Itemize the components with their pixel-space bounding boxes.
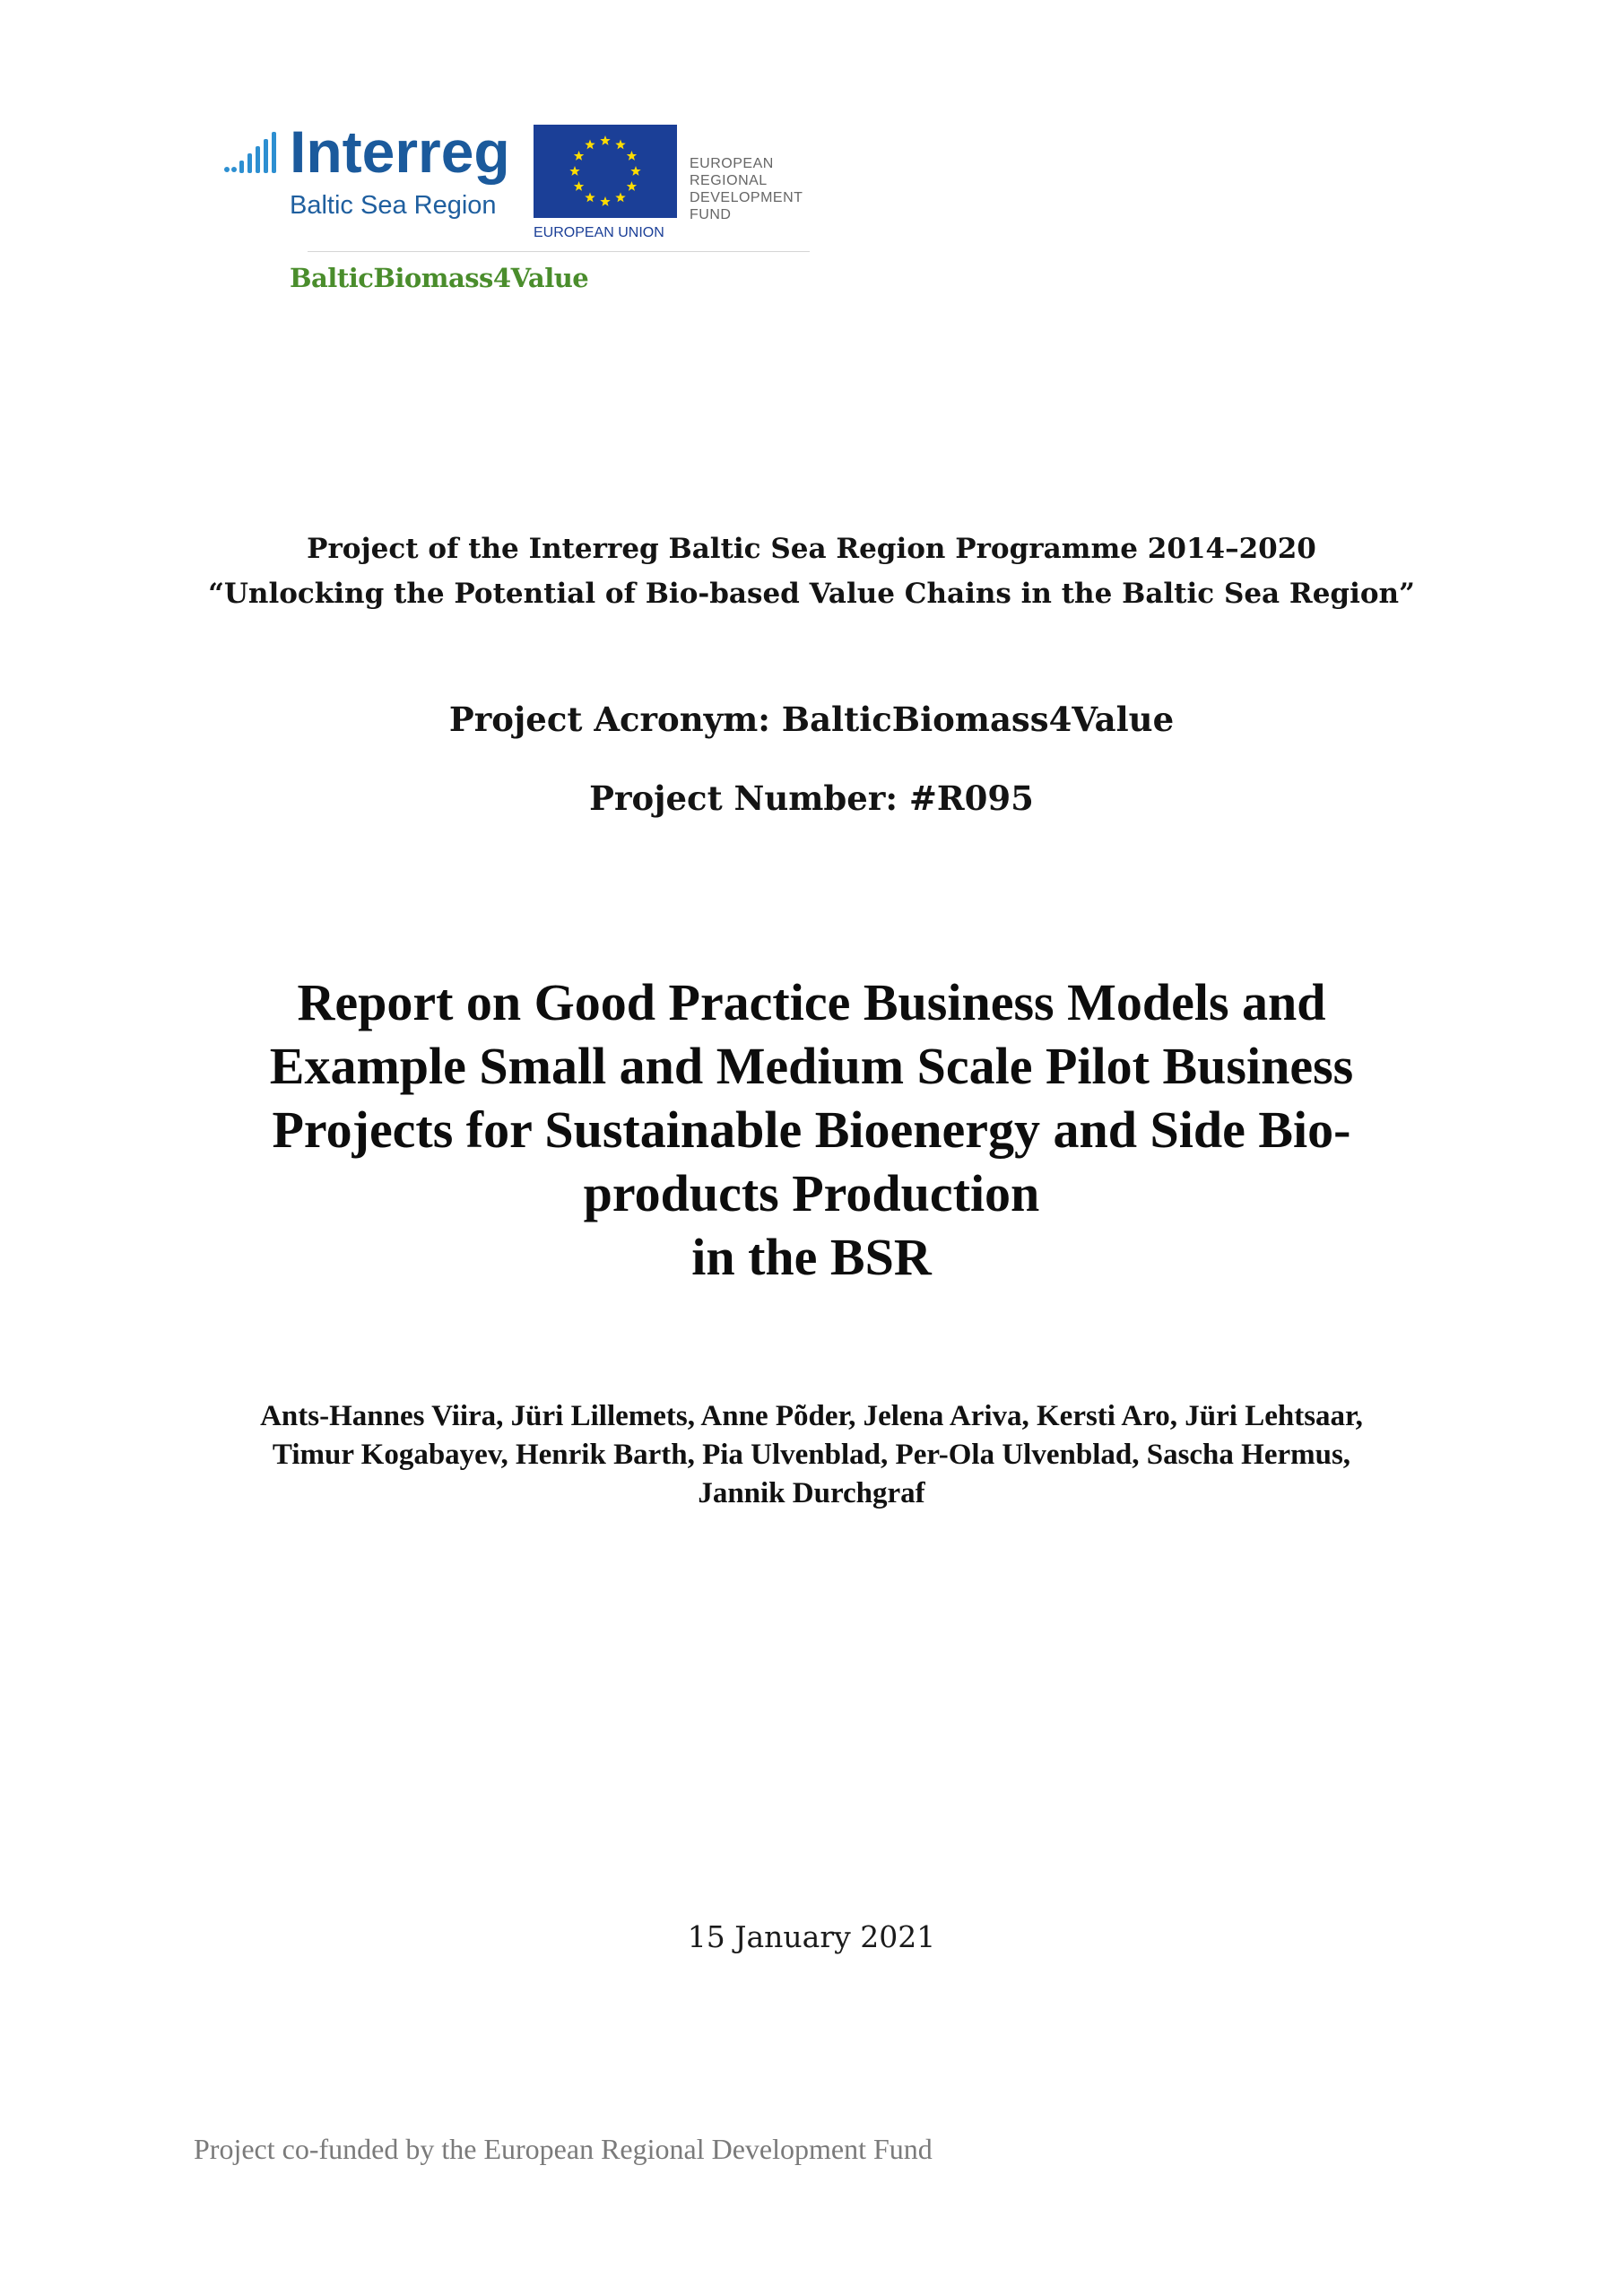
signal-bars-icon (224, 130, 287, 184)
eu-star-icon (574, 181, 584, 191)
author-line: Jannik Durchgraf (698, 1477, 925, 1509)
project-logo-text: BalticBiomass4Value (290, 263, 589, 293)
erdf-label: EUROPEAN REGIONAL DEVELOPMENT FUND (690, 156, 803, 222)
eu-star-icon (615, 140, 625, 150)
interreg-wordmark: Interreg (290, 118, 510, 185)
eu-flag-icon (534, 125, 677, 218)
eu-star-icon (600, 196, 610, 206)
programme-subtitle: “Unlocking the Potential of Bio-based Value Chains in the Baltic Sea Region” (208, 578, 1415, 610)
report-title-line: Projects for Sustainable Bioenergy and Side Bio- (272, 1100, 1351, 1159)
eu-star-icon (585, 192, 595, 202)
report-date: 15 January 2021 (687, 1919, 936, 1954)
eu-star-icon (615, 192, 625, 202)
author-list (143, 1397, 1480, 1513)
eu-star-icon (569, 166, 579, 176)
logo-block (220, 118, 812, 300)
eu-star-icon (627, 151, 637, 161)
project-acronym: Project Acronym: BalticBiomass4Value (448, 700, 1175, 739)
funding-footer-note: Project co-funded by the European Regional Development Fund (194, 2133, 933, 2165)
logo-divider (308, 251, 810, 252)
author-line: Ants-Hannes Viira, Jüri Lillemets, Anne Põder, Jelena Ariva, Kersti Aro, Jüri Lehtsaar, (260, 1400, 1363, 1432)
eu-star-icon (574, 151, 584, 161)
report-title-line: in the BSR (691, 1228, 932, 1286)
eu-star-icon (585, 140, 595, 150)
report-title-line: Example Small and Medium Scale Pilot Business (269, 1037, 1354, 1095)
eu-union-label: EUROPEAN UNION (534, 225, 664, 240)
report-title-line: products Production (583, 1164, 1040, 1222)
programme-line: Project of the Interreg Baltic Sea Region Programme 2014–2020 (307, 533, 1316, 565)
interreg-region-label: Baltic Sea Region (290, 191, 497, 220)
report-title-line: Report on Good Practice Business Models and (297, 973, 1326, 1031)
project-number: Project Number: #R095 (589, 778, 1034, 818)
eu-star-icon (630, 166, 640, 176)
interreg-logo (220, 118, 525, 233)
author-line: Timur Kogabayev, Henrik Barth, Pia Ulvenblad, Per-Ola Ulvenblad, Sascha Hermus, (272, 1439, 1351, 1471)
eu-star-icon (627, 181, 637, 191)
report-title (126, 970, 1497, 1289)
eu-star-icon (600, 135, 610, 145)
